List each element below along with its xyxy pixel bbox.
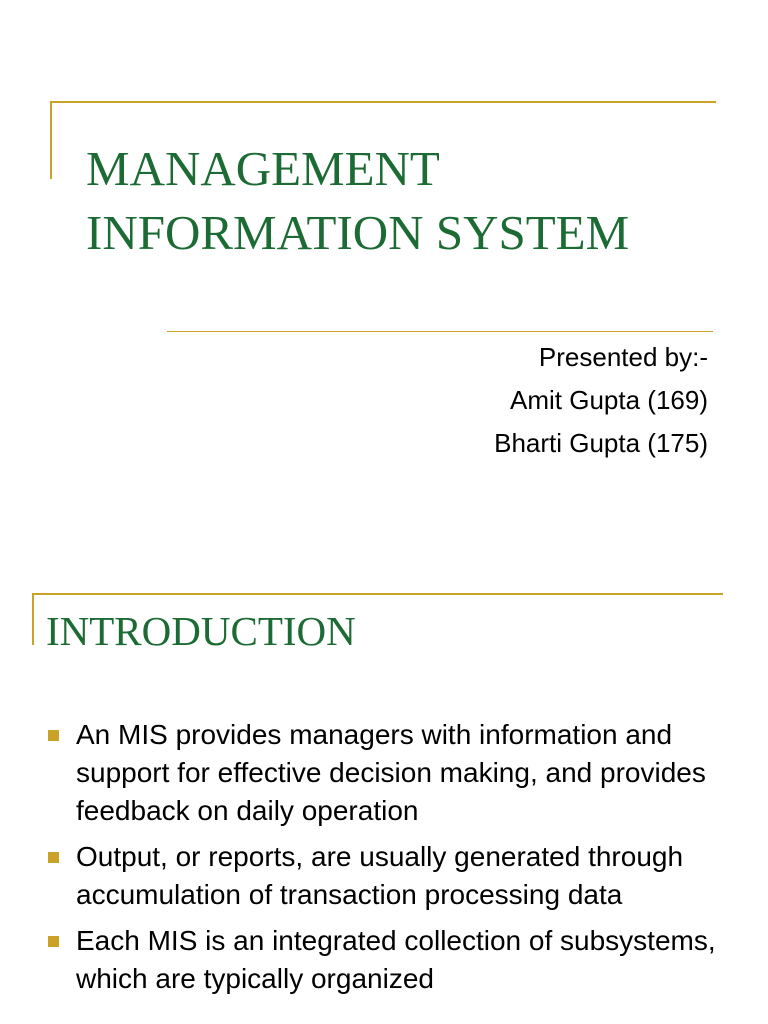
presenter-1: Amit Gupta (169) bbox=[510, 385, 708, 415]
presenter-2: Bharti Gupta (175) bbox=[494, 428, 708, 458]
slide-heading: INTRODUCTION bbox=[46, 608, 356, 654]
title-line-2: INFORMATION SYSTEM bbox=[86, 205, 630, 260]
frame-left-line bbox=[32, 593, 34, 645]
square-bullet-icon bbox=[48, 852, 59, 863]
presented-by-label: Presented by:- bbox=[538, 342, 708, 372]
bullet-text: An MIS provides managers with information and support for effective decision making, and provides feedback on daily operation bbox=[76, 719, 706, 826]
square-bullet-icon bbox=[48, 730, 59, 741]
bullet-text: Output, or reports, are usually generated through accumulation of transaction processing data bbox=[76, 841, 684, 910]
presenters-block bbox=[494, 336, 708, 465]
slide-title bbox=[86, 137, 726, 265]
frame-left-line bbox=[50, 101, 52, 179]
introduction-slide bbox=[0, 540, 768, 1024]
bullet-text: Each MIS is an integrated collection of subsystems, which are typically organized bbox=[76, 925, 716, 994]
subtitle-divider bbox=[167, 331, 713, 332]
list-item bbox=[46, 838, 726, 914]
list-item bbox=[46, 716, 726, 830]
list-item bbox=[46, 922, 726, 998]
bullet-list bbox=[46, 716, 726, 1006]
frame-top-line bbox=[50, 101, 716, 103]
frame-top-line bbox=[32, 593, 723, 595]
square-bullet-icon bbox=[48, 936, 59, 947]
title-line-1: MANAGEMENT bbox=[86, 141, 440, 196]
